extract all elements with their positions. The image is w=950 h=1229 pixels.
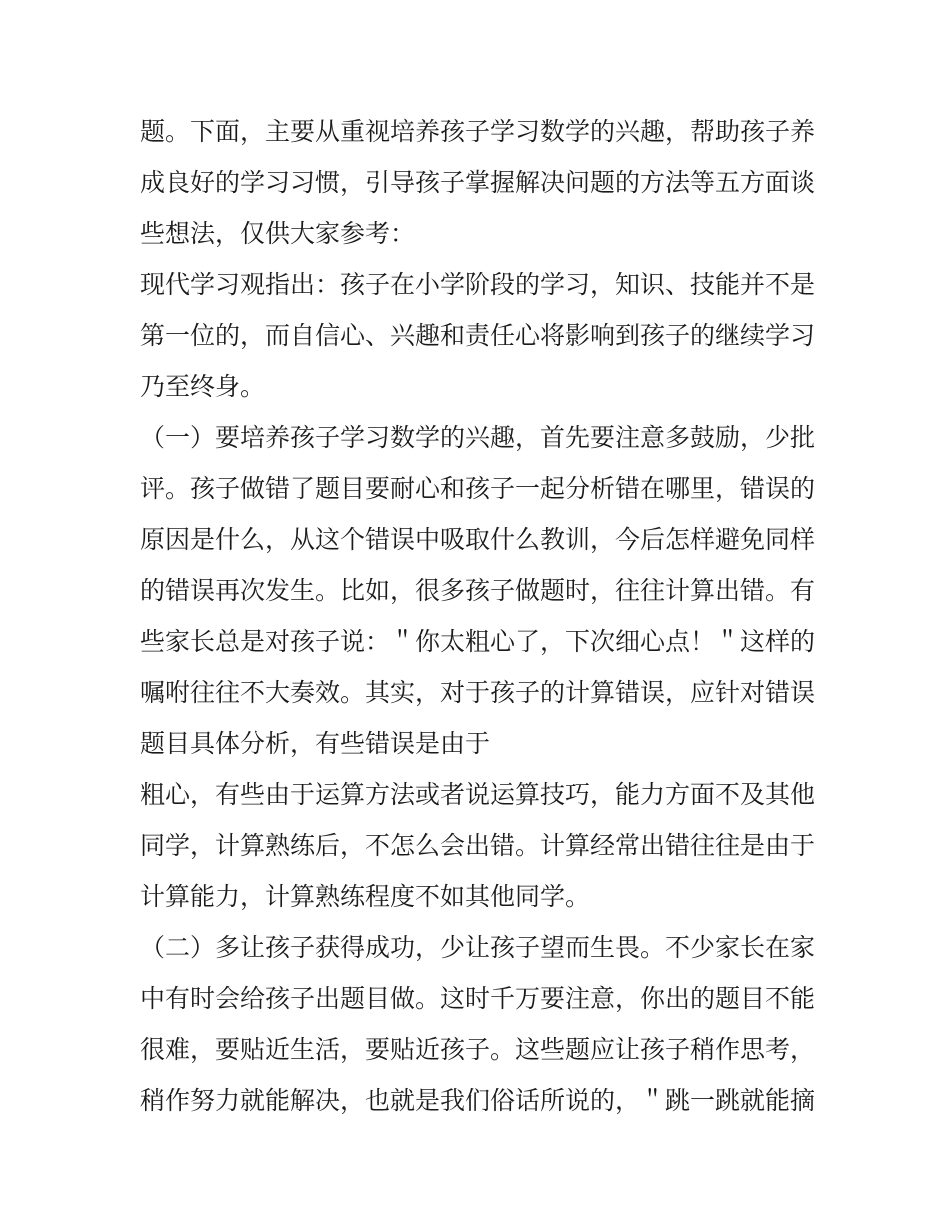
text-line: 原因是什么，从这个错误中吸取什么教训，今后怎样避免同样 [140,525,816,554]
text-line: 同学，计算熟练后，不怎么会出错。计算经常出错往往是由于 [140,831,816,860]
text-line: 乃至终身。 [140,372,266,401]
text-line: 评。孩子做错了题目要耐心和孩子一起分析错在哪里，错误的 [140,474,816,503]
text-line: 稍作努力就能解决，也就是我们俗话所说的，＂跳一跳就能摘 [140,1086,816,1115]
text-line: 嘱咐往往不大奏效。其实，对于孩子的计算错误，应针对错误 [140,678,816,707]
text-line: 题目具体分析，有些错误是由于 [140,729,491,758]
text-line: 中有时会给孩子出题目做。这时千万要注意，你出的题目不能 [140,984,816,1013]
text-line: 的错误再次发生。比如，很多孩子做题时，往往计算出错。有 [140,576,816,605]
text-line: 些想法，仅供大家参考： [140,219,416,248]
text-line: 成良好的学习习惯，引导孩子掌握解决问题的方法等五方面谈 [140,168,816,197]
text-line: 很难，要贴近生活，要贴近孩子。这些题应让孩子稍作思考， [140,1035,816,1064]
text-line: 第一位的，而自信心、兴趣和责任心将影响到孩子的继续学习 [140,321,816,350]
text-line: 粗心，有些由于运算方法或者说运算技巧，能力方面不及其他 [140,780,816,809]
text-line: （二）多让孩子获得成功，少让孩子望而生畏。不少家长在家 [140,933,816,962]
text-line: 题。下面，主要从重视培养孩子学习数学的兴趣，帮助孩子养 [140,117,816,146]
text-line: 些家长总是对孩子说：＂你太粗心了，下次细心点！＂这样的 [140,627,816,656]
text-line: 现代学习观指出：孩子在小学阶段的学习，知识、技能并不是 [140,270,816,299]
text-line: （一）要培养孩子学习数学的兴趣，首先要注意多鼓励，少批 [140,423,816,452]
document-body [140,106,820,1126]
text-line: 计算能力，计算熟练程度不如其他同学。 [140,882,591,911]
